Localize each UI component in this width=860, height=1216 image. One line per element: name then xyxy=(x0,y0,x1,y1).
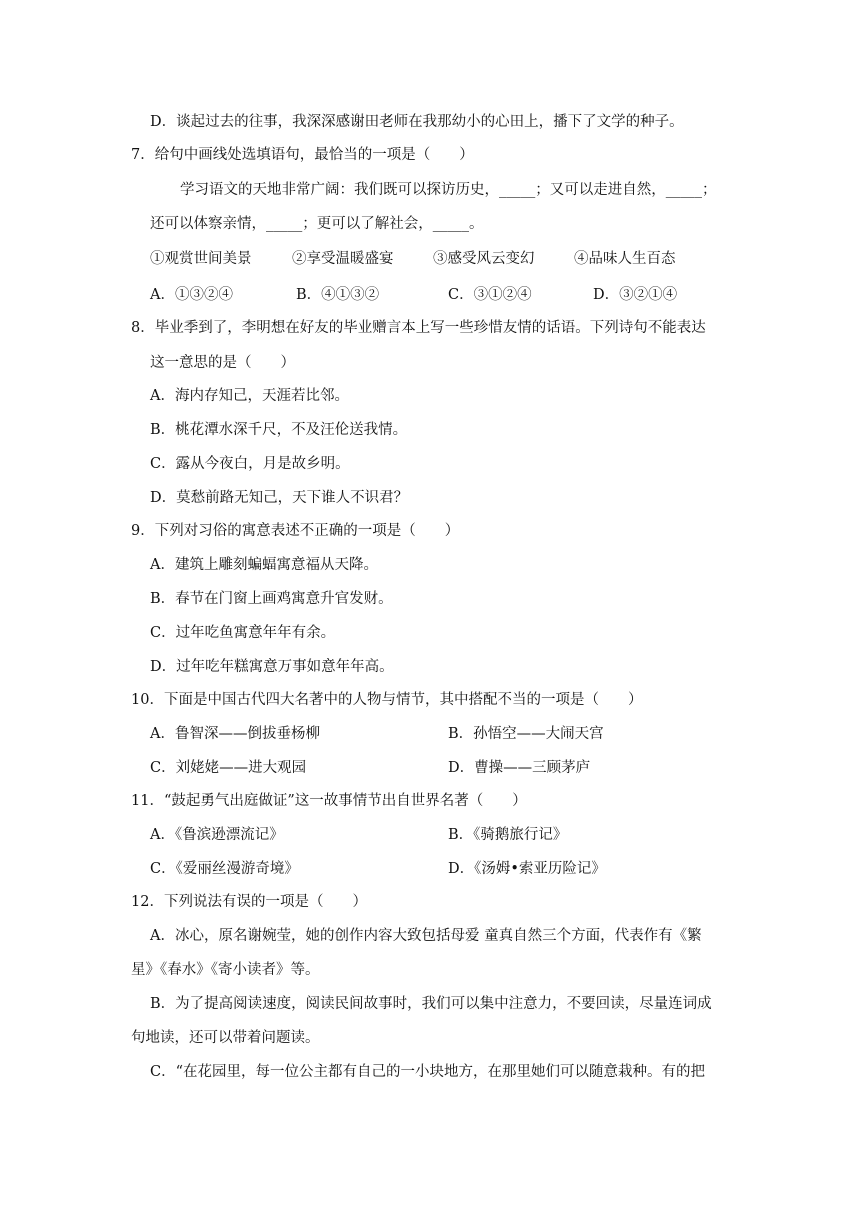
q7-choice-4: ④品味人生百态 xyxy=(574,251,676,267)
q7-passage-line1: 学习语文的天地非常广阔：我们既可以探访历史，_____；又可以走进自然，_____； xyxy=(180,182,717,198)
q11-option-c: C．《爱丽丝漫游奇境》 xyxy=(150,861,299,877)
q7-choice-1: ①观赏世间美景 xyxy=(150,251,252,267)
q7-choice-3: ③感受风云变幻 xyxy=(433,251,535,267)
q9-stem: 9．下列对习俗的寓意表述不正确的一项是（ ） xyxy=(131,523,460,539)
q8-option-d: D．莫愁前路无知己，天下谁人不识君？ xyxy=(150,490,409,506)
q12-option-c-line1: C．“在花园里，每一位公主都有自己的一小块地方，在那里她们可以随意栽种。有的把 xyxy=(150,1064,706,1080)
q10-stem: 10．下面是中国古代四大名著中的人物与情节，其中搭配不当的一项是（ ） xyxy=(131,692,643,708)
q10-option-a: A．鲁智深——倒拔垂杨柳 xyxy=(150,726,320,742)
q10-option-d: D．曹操——三顾茅庐 xyxy=(448,760,591,776)
q11-option-a: A．《鲁滨逊漂流记》 xyxy=(150,827,284,843)
q8-stem-line1: 8．毕业季到了，李明想在好友的毕业赠言本上写一些珍惜友情的话语。下列诗句不能表达 xyxy=(131,320,706,336)
q8-stem-line2: 这一意思的是（ ） xyxy=(150,355,295,371)
q7-stem: 7．给句中画线处选填语句，最恰当的一项是（ ） xyxy=(131,147,474,163)
q11-stem: 11．“鼓起勇气出庭做证”这一故事情节出自世界名著（ ） xyxy=(131,793,527,809)
q8-option-c: C．露从今夜白，月是故乡明。 xyxy=(150,456,350,472)
q7-option-c: C．③①②④ xyxy=(448,287,532,303)
q7-option-a: A．①③②④ xyxy=(150,287,233,303)
q9-option-d: D．过年吃年糕寓意万事如意年年高。 xyxy=(150,659,394,675)
q7-option-d: D．③②①④ xyxy=(593,287,678,303)
q10-option-c: C．刘姥姥——进大观园 xyxy=(150,760,307,776)
q8-option-b: B．桃花潭水深千尺，不及汪伦送我情。 xyxy=(150,422,408,438)
q7-option-b: B．④①③② xyxy=(296,287,380,303)
q9-option-c: C．过年吃鱼寓意年年有余。 xyxy=(150,625,336,641)
q7-choice-2: ②享受温暖盛宴 xyxy=(292,251,394,267)
q6-option-d: D．谈起过去的往事，我深深感谢田老师在我那幼小的心田上，播下了文学的种子。 xyxy=(150,114,684,130)
q10-option-b: B．孙悟空——大闹天宫 xyxy=(448,726,604,742)
q7-passage-line2: 还可以体察亲情，_____；更可以了解社会，_____。 xyxy=(150,216,484,232)
q11-option-b: B．《骑鹅旅行记》 xyxy=(448,827,568,843)
q12-stem: 12．下列说法有误的一项是（ ） xyxy=(131,894,367,910)
q9-option-b: B．春节在门窗上画鸡寓意升官发财。 xyxy=(150,591,393,607)
q8-option-a: A．海内存知己，天涯若比邻。 xyxy=(150,388,349,404)
q12-option-a-line1: A．冰心，原名谢婉莹，她的创作内容大致包括母爱 童真自然三个方面，代表作有《繁 xyxy=(150,928,702,944)
q12-option-b-line2: 句地读，还可以带着问题读。 xyxy=(131,1030,320,1046)
q11-option-d: D．《汤姆•索亚历险记》 xyxy=(448,861,606,877)
q12-option-b-line1: B．为了提高阅读速度，阅读民间故事时，我们可以集中注意力，不要回读，尽量连词成 xyxy=(150,996,712,1012)
q9-option-a: A．建筑上雕刻蝙蝠寓意福从天降。 xyxy=(150,557,378,573)
q12-option-a-line2: 星》《春水》《寄小读者》等。 xyxy=(131,962,320,978)
